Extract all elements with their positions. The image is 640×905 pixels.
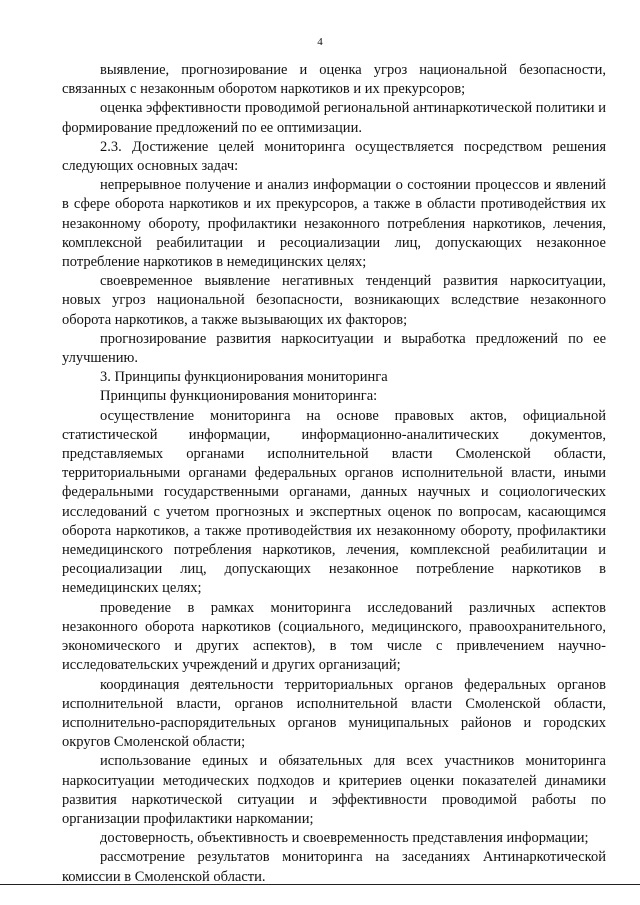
- bottom-divider: [0, 884, 640, 885]
- section-heading: 3. Принципы функционирования мониторинга: [100, 369, 388, 386]
- paragraph: достоверность, объективность и своевременность представления информации;: [100, 830, 589, 847]
- paragraph: прогнозирование развития наркоситуации и выработка предложений по ее улучшению.: [62, 330, 606, 367]
- paragraph: использование единых и обязательных для всех участников мониторинга наркоситуации методических подходов и критериев оценки показателей динамики развития наркотической ситуации и эффективности проводимой работы по организации профилактики наркомании;: [62, 753, 606, 827]
- paragraph: непрерывное получение и анализ информации о состоянии процессов и явлений в сфере оборота наркотиков и их прекурсоров, а также в области противодействия их незаконному обороту, профилактики незаконного потребления наркотиков, лечения, комплексной реабилитации и ресоциализации лиц, допускающих незаконное потребление наркотиков в немедицинских целях;: [62, 177, 606, 271]
- paragraph: выявление, прогнозирование и оценка угроз национальной безопасности, связанных с незаконным оборотом наркотиков и их прекурсоров;: [62, 62, 606, 98]
- paragraph: координация деятельности территориальных органов федеральных органов исполнительной власти, органов исполнительной власти Смоленской области, исполнительно-распорядительных органов муниципальных районов и городских округов Смоленской области;: [62, 676, 606, 751]
- paragraph: проведение в рамках мониторинга исследований различных аспектов незаконного оборота наркотиков (социального, медицинского, правоохранительного, экономического и других аспектов), в том числе с привлечением научно-исследовательских учреждений и других организаций;: [62, 599, 606, 674]
- paragraph: рассмотрение результатов мониторинга на заседаниях Антинаркотической комиссии в Смоленской области.: [62, 849, 606, 885]
- paragraph: своевременное выявление негативных тенденций развития наркоситуации, новых угроз национальной безопасности, возникающих вследствие незаконного оборота наркотиков, а также вызывающих их факторов;: [62, 273, 606, 328]
- paragraph: 2.3. Достижение целей мониторинга осуществляется посредством решения следующих основных задач:: [62, 138, 606, 175]
- page-number: 4: [317, 36, 323, 48]
- paragraph: оценка эффективности проводимой региональной антинаркотической политики и формирование предложений по ее оптимизации.: [62, 100, 606, 136]
- paragraph: Принципы функционирования мониторинга:: [100, 388, 378, 405]
- document-body: [62, 61, 606, 887]
- paragraph: осуществление мониторинга на основе правовых актов, официальной статистической информации, информационно-аналитических документов, представляемых органами исполнительной власти Смоленской области, территориальными органами федеральных органов исполнительной власти, иными федеральными государственными органами, данных научных и социологических исследований с учетом прогнозных и экспертных оценок по вопросам, касающимся оборота наркотиков, а также противодействия их незаконному обороту, профилактики немедицинского потребления наркотиков, лечения, комплексной реабилитации и ресоциализации лиц, допускающих незаконное потребление наркотиков в немедицинских целях;: [62, 407, 606, 597]
